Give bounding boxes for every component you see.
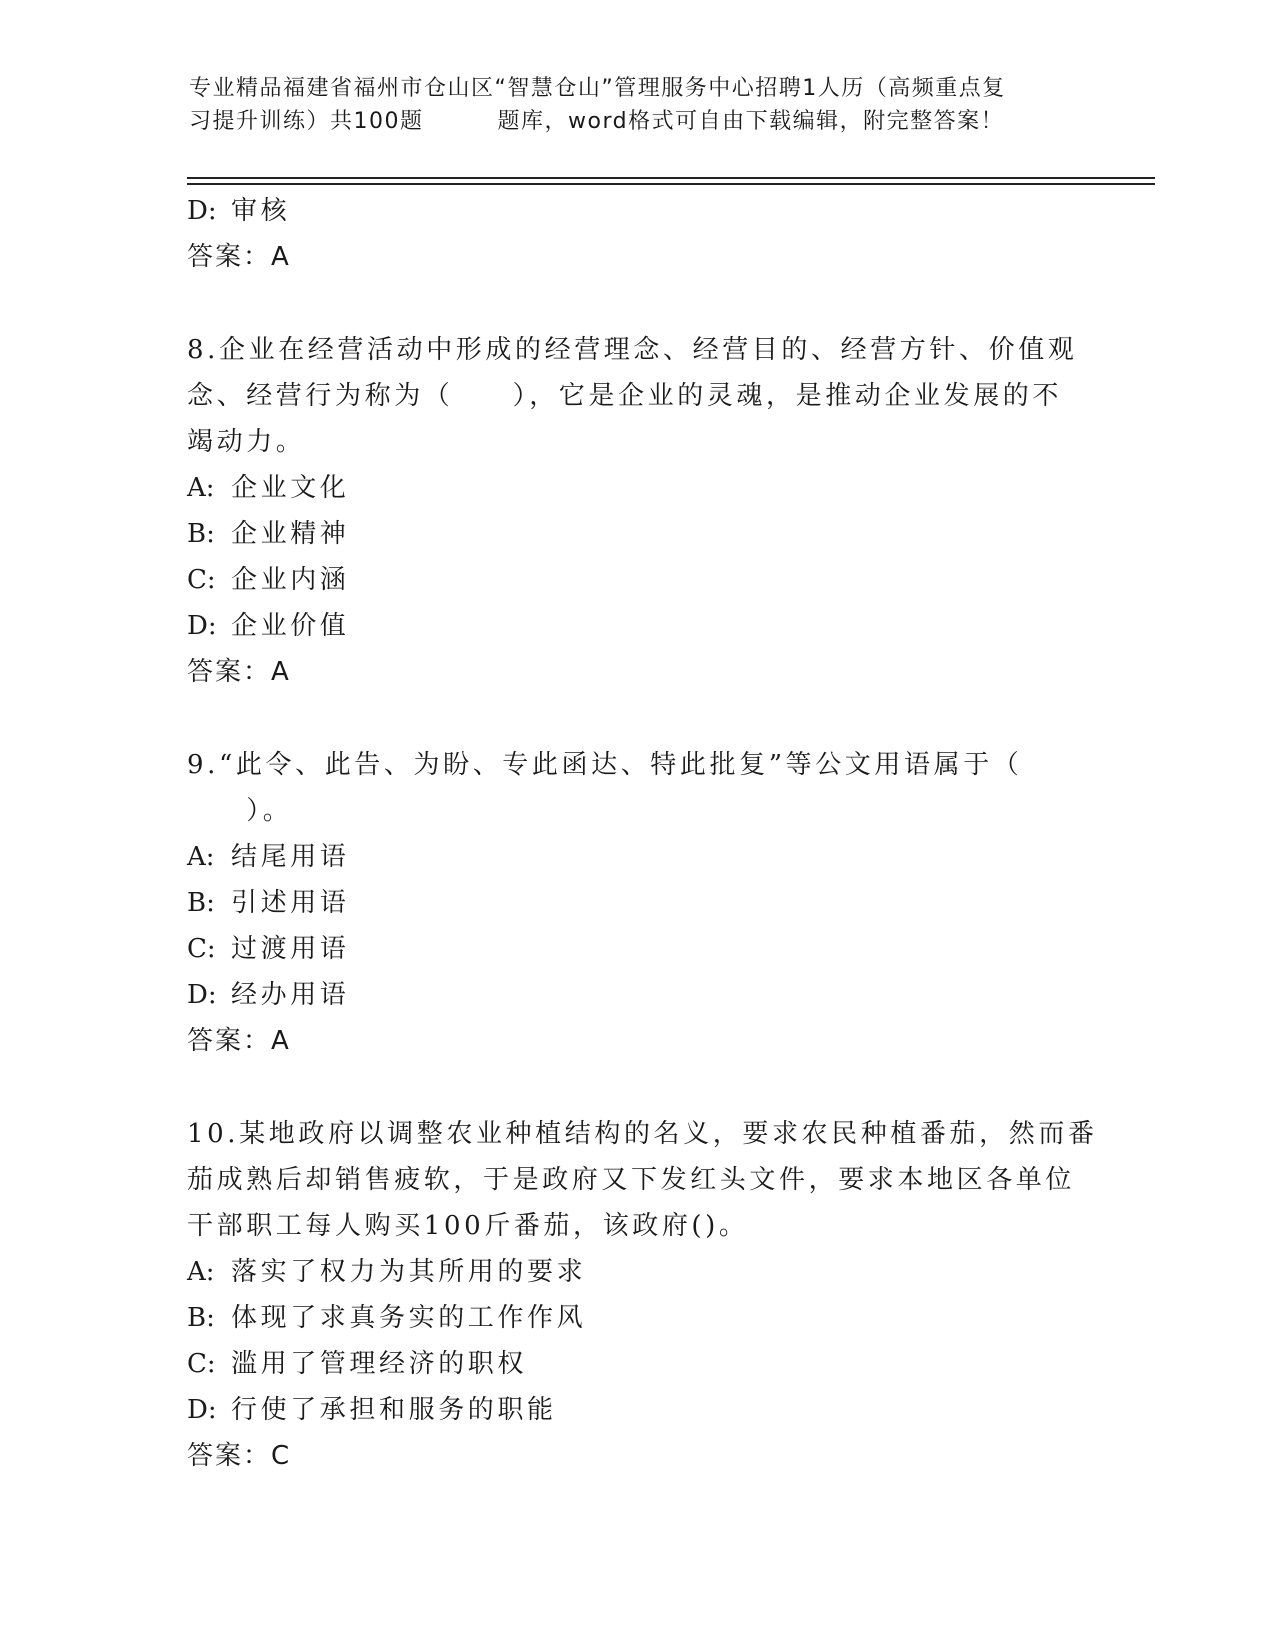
answer-key: A (271, 657, 292, 687)
question-text-line: 干部职工每人购买100斤番茄，该政府()。 (187, 1211, 749, 1241)
option-label: C: (187, 934, 216, 964)
option-d (187, 1387, 1087, 1433)
option-d (187, 188, 1087, 234)
header-line-2 (189, 105, 1089, 138)
option-a (187, 834, 1087, 880)
question-text-line: ）。 (187, 796, 293, 826)
question-text-line: 竭动力。 (187, 427, 306, 457)
answer-line (187, 649, 1087, 695)
option-text: 滥用了管理经济的职权 (231, 1349, 528, 1379)
option-c (187, 926, 1087, 972)
header-line-1: 专业精品福建省福州市仓山区“智慧仓山”管理服务中心招聘1人历（高频重点复 (189, 76, 1006, 101)
answer-label: 答案： (187, 657, 272, 687)
header-rule-top (187, 177, 1155, 179)
page-header (189, 72, 1089, 138)
answer-key: A (271, 242, 292, 272)
question-text-line: 9.“此令、此告、为盼、专此函达、特此批复”等公文用语属于（ (187, 750, 1023, 780)
answer-label: 答案： (187, 1026, 272, 1056)
option-label: C: (187, 565, 216, 595)
answer-key: C (271, 1441, 293, 1471)
option-d (187, 603, 1087, 649)
answer-line (187, 234, 1087, 280)
option-text: 企业文化 (231, 473, 350, 503)
option-b (187, 511, 1087, 557)
option-b (187, 1295, 1087, 1341)
option-d (187, 972, 1087, 1018)
question-text-line: 茄成熟后却销售疲软，于是政府又下发红头文件，要求本地区各单位 (187, 1165, 1076, 1195)
option-label: D: (187, 611, 217, 641)
option-label: B: (187, 519, 215, 549)
previous-question-tail (187, 188, 1087, 280)
option-c (187, 557, 1087, 603)
header-line-2a: 习提升训练）共100题 (189, 109, 424, 134)
answer-line (187, 1018, 1087, 1064)
header-rule-bottom (187, 183, 1155, 185)
answer-line (187, 1433, 1087, 1479)
option-text: 经办用语 (231, 980, 350, 1010)
answer-label: 答案： (187, 1441, 272, 1471)
answer-key: A (271, 1026, 292, 1056)
option-text: 引述用语 (231, 888, 350, 918)
option-b (187, 880, 1087, 926)
question-8 (187, 327, 1087, 695)
option-label: A: (187, 1257, 215, 1287)
header-line-2b: 题库，word格式可自由下载编辑，附完整答案！ (497, 109, 1005, 134)
option-label: A: (187, 842, 215, 872)
option-text: 过渡用语 (231, 934, 350, 964)
option-label: D: (187, 1395, 217, 1425)
option-label: A: (187, 473, 215, 503)
option-text: 审核 (231, 196, 291, 226)
option-label: D: (187, 196, 217, 226)
option-label: B: (187, 888, 215, 918)
question-text-line: 念、经营行为称为（ ），它是企业的灵魂，是推动企业发展的不 (187, 381, 1063, 411)
answer-label: 答案： (187, 242, 272, 272)
option-text: 企业精神 (231, 519, 350, 549)
question-text-line: 8.企业在经营活动中形成的经营理念、经营目的、经营方针、价值观 (187, 335, 1078, 365)
option-label: C: (187, 1349, 216, 1379)
question-10 (187, 1111, 1098, 1479)
option-c (187, 1341, 1087, 1387)
option-text: 结尾用语 (231, 842, 350, 872)
question-list (187, 188, 1098, 1479)
option-text: 体现了求真务实的工作作风 (231, 1303, 587, 1333)
option-text: 落实了权力为其所用的要求 (231, 1257, 587, 1287)
question-9 (187, 742, 1087, 1064)
option-text: 行使了承担和服务的职能 (231, 1395, 557, 1425)
option-label: B: (187, 1303, 215, 1333)
option-a (187, 465, 1087, 511)
option-text: 企业内涵 (231, 565, 350, 595)
question-text-line: 10.某地政府以调整农业种植结构的名义，要求农民种植番茄，然而番 (187, 1119, 1098, 1149)
option-label: D: (187, 980, 217, 1010)
option-a (187, 1249, 1087, 1295)
option-text: 企业价值 (231, 611, 350, 641)
